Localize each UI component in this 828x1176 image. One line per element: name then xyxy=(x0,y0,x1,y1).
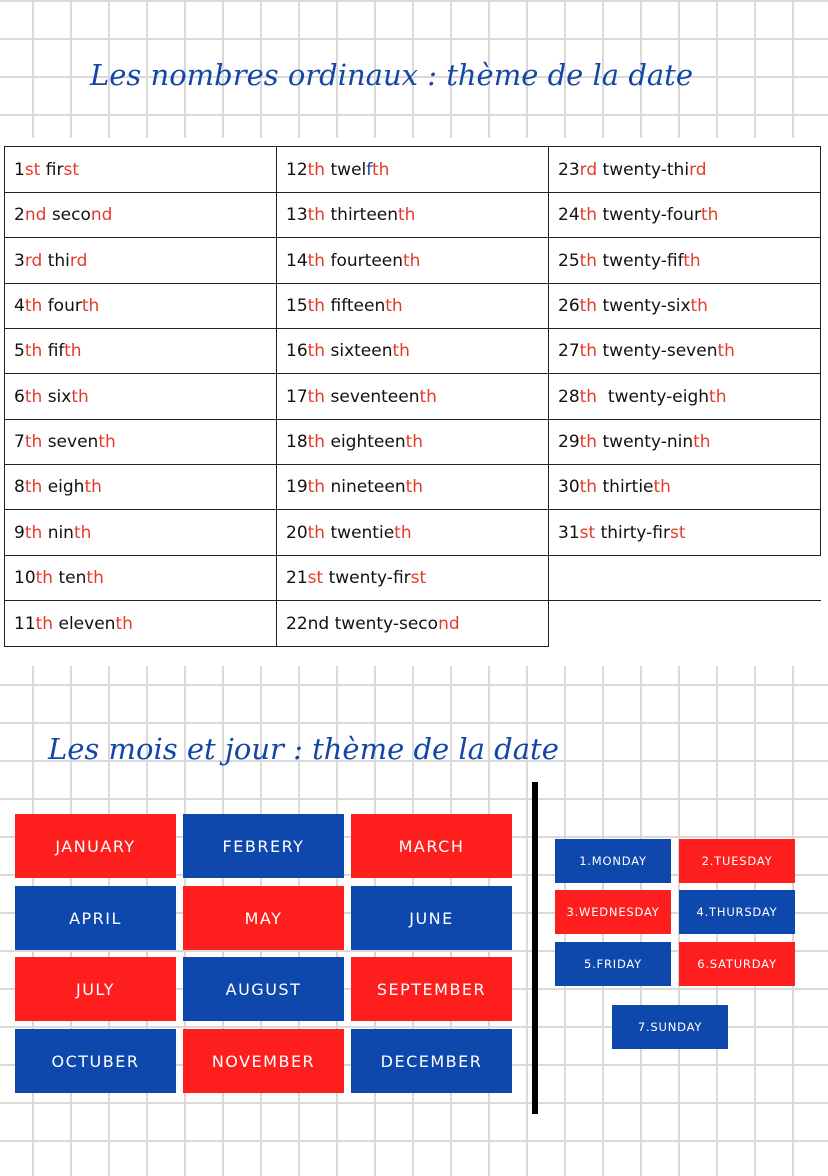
ordinal-cell xyxy=(549,420,821,465)
ordinal-cell xyxy=(549,147,821,193)
ordinal-suffix: th xyxy=(24,477,43,497)
ordinal-word-part: nineteen xyxy=(330,477,406,497)
ordinal-suffix: th xyxy=(24,341,43,361)
month-november: NOVEMBER xyxy=(183,1029,344,1093)
ordinal-word-part: twenty-six xyxy=(602,296,691,316)
ordinal-suffix: rd xyxy=(579,159,598,180)
ordinal-word-part: th xyxy=(653,477,671,497)
ordinal-cell xyxy=(5,238,277,284)
ordinal-suffix: th xyxy=(579,296,598,316)
ordinal-word-part: twenty-four xyxy=(602,205,702,225)
ordinal-word-part: twentie xyxy=(330,522,395,543)
ordinal-word-part: th xyxy=(64,341,82,361)
ordinal-number: 27 xyxy=(558,341,580,361)
ordinal-word-part: twel xyxy=(330,159,367,180)
day-friday: 5.FRIDAY xyxy=(555,942,671,986)
ordinal-word-part: th xyxy=(693,432,711,452)
ordinal-word-part: twenty-seven xyxy=(602,341,718,361)
ordinal-suffix: th xyxy=(24,522,43,543)
ordinal-number: 9 xyxy=(14,522,25,543)
ordinal-cell xyxy=(277,556,549,601)
month-march: MARCH xyxy=(351,814,512,878)
ordinal-word-part: twenty-eigh xyxy=(607,386,710,407)
ordinal-word-part: fif xyxy=(47,341,65,361)
ordinal-number: 13 xyxy=(286,205,308,225)
ordinal-word-part: nin xyxy=(47,522,74,543)
month-january: JANUARY xyxy=(15,814,176,878)
ordinal-word-part: th xyxy=(392,341,410,361)
ordinal-cell xyxy=(277,147,549,193)
day-thursday: 4.THURSDAY xyxy=(679,890,795,934)
ordinal-word-part: th xyxy=(84,477,102,497)
ordinal-suffix: th xyxy=(307,522,326,543)
ordinal-number: 4 xyxy=(14,296,25,316)
ordinal-word-part: th xyxy=(86,568,104,588)
ordinal-suffix: nd xyxy=(24,205,47,225)
ordinal-suffix: th xyxy=(24,296,43,316)
ordinal-number: 20 xyxy=(286,522,308,543)
ordinal-cell xyxy=(5,147,277,193)
ordinal-number: 28 xyxy=(558,386,580,407)
ordinal-number: 14 xyxy=(286,250,308,271)
ordinal-cell xyxy=(277,510,549,556)
ordinal-cell xyxy=(549,510,821,556)
ordinal-cell xyxy=(277,329,549,374)
ordinal-number: 15 xyxy=(286,296,308,316)
ordinal-suffix: rd xyxy=(24,250,43,271)
ordinal-word-part: st xyxy=(670,522,686,543)
day-tuesday: 2.TUESDAY xyxy=(679,839,795,883)
ordinal-word-part: th xyxy=(98,432,116,452)
ordinal-word-part: rd xyxy=(69,250,88,271)
months-days-title: Les mois et jour : thème de la date xyxy=(48,732,559,766)
ordinal-suffix: th xyxy=(307,159,326,180)
ordinal-word-part: rd xyxy=(689,159,707,180)
ordinal-cell xyxy=(549,374,821,420)
ordinal-suffix: th xyxy=(579,205,598,225)
ordinal-word-part: twenty-fif xyxy=(602,250,684,271)
ordinal-word-part: th xyxy=(385,296,403,316)
ordinal-word-part: th xyxy=(405,477,424,497)
ordinal-word-part: th xyxy=(81,296,100,316)
ordinal-word-part: thirtie xyxy=(602,477,654,497)
ordinal-number: 26 xyxy=(558,296,580,316)
day-monday: 1.MONDAY xyxy=(555,839,671,883)
ordinal-number: 19 xyxy=(286,477,308,497)
ordinal-cell xyxy=(549,193,821,238)
ordinal-number: 3 xyxy=(14,250,25,271)
ordinal-word-part: sixteen xyxy=(330,341,393,361)
ordinal-word-part: seven xyxy=(47,432,99,452)
ordinal-suffix: th xyxy=(579,250,598,271)
ordinal-cell xyxy=(5,420,277,465)
ordinal-word-part: th xyxy=(683,250,701,271)
ordinal-suffix: th xyxy=(579,477,598,497)
ordinal-word-part: th xyxy=(419,386,437,407)
ordinal-suffix: th xyxy=(579,341,598,361)
month-may: MAY xyxy=(183,886,344,950)
ordinal-word-part: fir xyxy=(45,159,64,180)
ordinals-panel xyxy=(0,138,828,666)
ordinal-number: 11 xyxy=(14,613,36,634)
ordinal-word-part: six xyxy=(47,386,72,407)
ordinal-cell xyxy=(5,284,277,329)
ordinal-number: 29 xyxy=(558,432,580,452)
vertical-divider xyxy=(532,782,538,1114)
ordinal-word-part: th xyxy=(115,613,133,634)
month-september: SEPTEMBER xyxy=(351,957,512,1021)
ordinal-cell xyxy=(549,465,821,510)
ordinal-number: 16 xyxy=(286,341,308,361)
ordinal-number: 12 xyxy=(286,159,308,180)
ordinal-word-part: f xyxy=(366,159,372,180)
ordinal-word-part: fifteen xyxy=(330,296,386,316)
ordinal-number: 24 xyxy=(558,205,580,225)
ordinal-number: 5 xyxy=(14,341,25,361)
ordinal-suffix: st xyxy=(24,159,41,180)
ordinal-suffix: th xyxy=(35,568,54,588)
ordinal-word-part: th xyxy=(403,250,421,271)
ordinal-word-part: th xyxy=(71,386,89,407)
ordinal-suffix: th xyxy=(307,432,326,452)
ordinal-cell xyxy=(277,601,549,647)
ordinal-cell xyxy=(549,284,821,329)
ordinal-word-part: nd xyxy=(438,613,460,634)
ordinal-cell xyxy=(5,329,277,374)
ordinal-word-part: fourteen xyxy=(330,250,404,271)
ordinal-suffix: th xyxy=(307,386,326,407)
ordinal-suffix: th xyxy=(35,613,54,634)
ordinal-word-part: eleven xyxy=(58,613,116,634)
ordinal-word-part: seco xyxy=(51,205,91,225)
month-octuber: OCTUBER xyxy=(15,1029,176,1093)
ordinal-cell xyxy=(277,374,549,420)
ordinal-word-part: eighteen xyxy=(330,432,406,452)
month-april: APRIL xyxy=(15,886,176,950)
ordinal-word-part: twenty-thi xyxy=(602,159,690,180)
ordinal-word-part: th xyxy=(717,341,735,361)
ordinal-suffix: th xyxy=(307,250,326,271)
ordinal-word-part: twenty-seco xyxy=(334,613,439,634)
ordinal-word-part: four xyxy=(47,296,82,316)
ordinal-number: 10 xyxy=(14,568,36,588)
ordinal-suffix: th xyxy=(24,386,43,407)
ordinal-word-part: eigh xyxy=(47,477,85,497)
ordinal-suffix: th xyxy=(307,205,326,225)
ordinal-number: 17 xyxy=(286,386,308,407)
ordinal-number: 7 xyxy=(14,432,25,452)
ordinal-suffix: th xyxy=(579,432,598,452)
ordinal-cell xyxy=(5,601,277,647)
day-saturday: 6.SATURDAY xyxy=(679,942,795,986)
ordinal-number: 31 xyxy=(558,522,580,543)
month-july: JULY xyxy=(15,957,176,1021)
ordinal-cell xyxy=(277,193,549,238)
ordinal-cell xyxy=(549,238,821,284)
empty-cell xyxy=(549,601,821,647)
ordinal-suffix: th xyxy=(307,477,326,497)
ordinal-cell xyxy=(5,465,277,510)
ordinal-suffix: nd xyxy=(307,613,330,634)
ordinal-number: 6 xyxy=(14,386,25,407)
ordinal-word-part: th xyxy=(405,432,424,452)
ordinal-number: 25 xyxy=(558,250,580,271)
ordinal-cell xyxy=(277,238,549,284)
ordinal-word-part: thirty-fir xyxy=(600,522,670,543)
ordinal-number: 23 xyxy=(558,159,580,180)
ordinal-number: 2 xyxy=(14,205,25,225)
month-december: DECEMBER xyxy=(351,1029,512,1093)
month-febrery: FEBRERY xyxy=(183,814,344,878)
ordinal-cell xyxy=(5,510,277,556)
ordinal-suffix: th xyxy=(24,432,43,452)
ordinal-cell xyxy=(5,193,277,238)
ordinal-word-part: th xyxy=(701,205,719,225)
ordinal-word-part: th xyxy=(690,296,708,316)
ordinal-suffix: th xyxy=(579,386,598,407)
ordinal-cell xyxy=(277,465,549,510)
ordinal-word-part: twenty-fir xyxy=(328,568,411,588)
ordinal-number: 1 xyxy=(14,159,25,180)
ordinal-word-part: thi xyxy=(47,250,70,271)
ordinal-word-part: nd xyxy=(90,205,113,225)
ordinal-suffix: st xyxy=(307,568,324,588)
ordinal-number: 22 xyxy=(286,613,308,634)
day-wednesday: 3.WEDNESDAY xyxy=(555,890,671,934)
ordinal-cell xyxy=(5,374,277,420)
ordinals-title: Les nombres ordinaux : thème de la date xyxy=(90,58,693,92)
ordinals-table xyxy=(4,146,821,647)
ordinal-cell xyxy=(277,420,549,465)
month-august: AUGUST xyxy=(183,957,344,1021)
ordinal-cell xyxy=(277,284,549,329)
ordinal-number: 8 xyxy=(14,477,25,497)
ordinal-number: 18 xyxy=(286,432,308,452)
ordinal-word-part: th xyxy=(709,386,727,407)
ordinal-word-part: thirteen xyxy=(330,205,399,225)
month-june: JUNE xyxy=(351,886,512,950)
ordinal-word-part: st xyxy=(410,568,427,588)
empty-cell xyxy=(549,556,821,601)
ordinal-word-part: st xyxy=(63,159,79,180)
ordinal-word-part: twenty-nin xyxy=(602,432,694,452)
ordinal-word-part: seventeen xyxy=(330,386,420,407)
ordinal-word-part: ten xyxy=(58,568,87,588)
months-grid xyxy=(15,814,512,1094)
ordinal-cell xyxy=(5,556,277,601)
ordinal-cell xyxy=(549,329,821,374)
ordinal-word-part: th xyxy=(371,159,390,180)
ordinal-word-part: th xyxy=(73,522,92,543)
ordinal-suffix: th xyxy=(307,341,326,361)
ordinal-word-part: th xyxy=(394,522,412,543)
ordinal-number: 30 xyxy=(558,477,580,497)
ordinal-word-part: th xyxy=(398,205,416,225)
day-sunday: 7.SUNDAY xyxy=(612,1005,728,1049)
ordinal-suffix: st xyxy=(579,522,596,543)
ordinal-suffix: th xyxy=(307,296,326,316)
ordinal-number: 21 xyxy=(286,568,308,588)
